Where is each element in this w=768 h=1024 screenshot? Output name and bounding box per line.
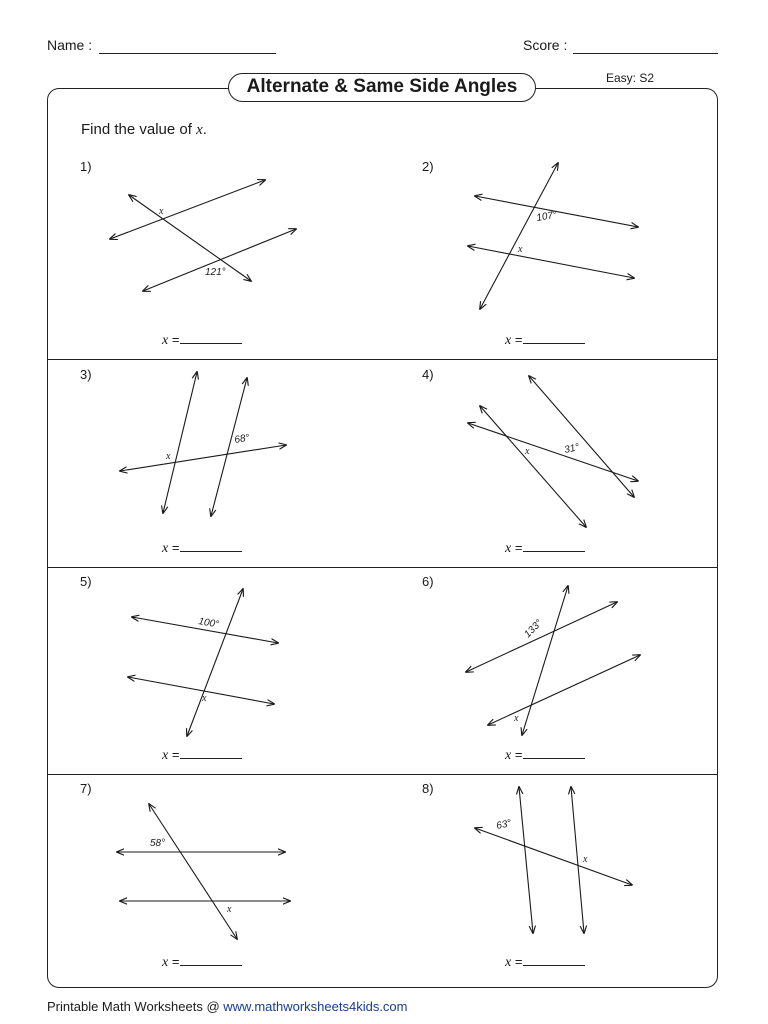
answer-equals: = — [171, 954, 180, 969]
problem-1-unknown: x — [159, 206, 164, 217]
answer-equals: = — [171, 540, 180, 555]
diagram-3 — [120, 372, 286, 516]
answer-equals: = — [514, 540, 523, 555]
problem-2-number: 2) — [422, 159, 434, 174]
problem-8-angle: 63° — [495, 818, 513, 832]
problem-6-number: 6) — [422, 574, 434, 589]
answer-variable: x — [505, 955, 512, 970]
answer-equals: = — [514, 747, 523, 762]
problem-2-angle: 107° — [535, 209, 558, 224]
problem-4-unknown: x — [525, 446, 530, 457]
answer-equals: = — [514, 332, 523, 347]
diagram-2 — [468, 163, 638, 309]
problem-5-number: 5) — [80, 574, 92, 589]
answer-variable: x — [162, 748, 169, 763]
level-tag: Easy: S2 — [606, 71, 655, 85]
answer-equals: = — [171, 747, 180, 762]
answer-variable: x — [505, 333, 512, 348]
answer-equals: = — [514, 954, 523, 969]
problem-8-number: 8) — [422, 781, 434, 796]
problem-7-angle: 58° — [150, 838, 166, 849]
problem-5-unknown: x — [202, 693, 207, 704]
footer — [47, 999, 408, 1014]
problem-6-angle: 133° — [522, 617, 545, 641]
instruction-variable: x — [196, 122, 203, 138]
problem-4-angle: 31° — [563, 442, 581, 456]
answer-variable: x — [162, 541, 169, 556]
diagram-6 — [466, 586, 640, 735]
answer-variable: x — [162, 955, 169, 970]
problem-3-number: 3) — [80, 367, 92, 382]
instruction-text: Find the value of — [81, 121, 192, 138]
problem-1-number: 1) — [80, 159, 92, 174]
answer-variable: x — [505, 541, 512, 556]
worksheet-title: Alternate & Same Side Angles — [228, 73, 536, 102]
score-label: Score : — [523, 37, 568, 53]
instruction-end: . — [202, 121, 207, 138]
diagram-4 — [468, 376, 638, 527]
answer-variable: x — [505, 748, 512, 763]
diagram-1 — [110, 180, 296, 291]
name-label: Name : — [47, 37, 93, 53]
problem-3-angle: 68° — [233, 432, 251, 446]
problem-1-angle: 121° — [205, 267, 226, 278]
problem-7-unknown: x — [227, 904, 232, 915]
footer-link[interactable]: www.mathworksheets4kids.com — [223, 999, 408, 1014]
diagram-7 — [117, 804, 290, 939]
diagram-8 — [475, 787, 632, 933]
answer-equals: = — [171, 332, 180, 347]
problem-7-number: 7) — [80, 781, 92, 796]
problem-3-unknown: x — [166, 451, 171, 462]
problem-4-number: 4) — [422, 367, 434, 382]
diagram-5 — [128, 589, 278, 736]
problem-6-unknown: x — [514, 713, 519, 724]
problem-5-angle: 100° — [197, 616, 220, 631]
problem-2-unknown: x — [518, 244, 523, 255]
footer-label: Printable Math Worksheets @ — [47, 999, 220, 1014]
answer-variable: x — [162, 333, 169, 348]
problem-8-unknown: x — [583, 854, 588, 865]
